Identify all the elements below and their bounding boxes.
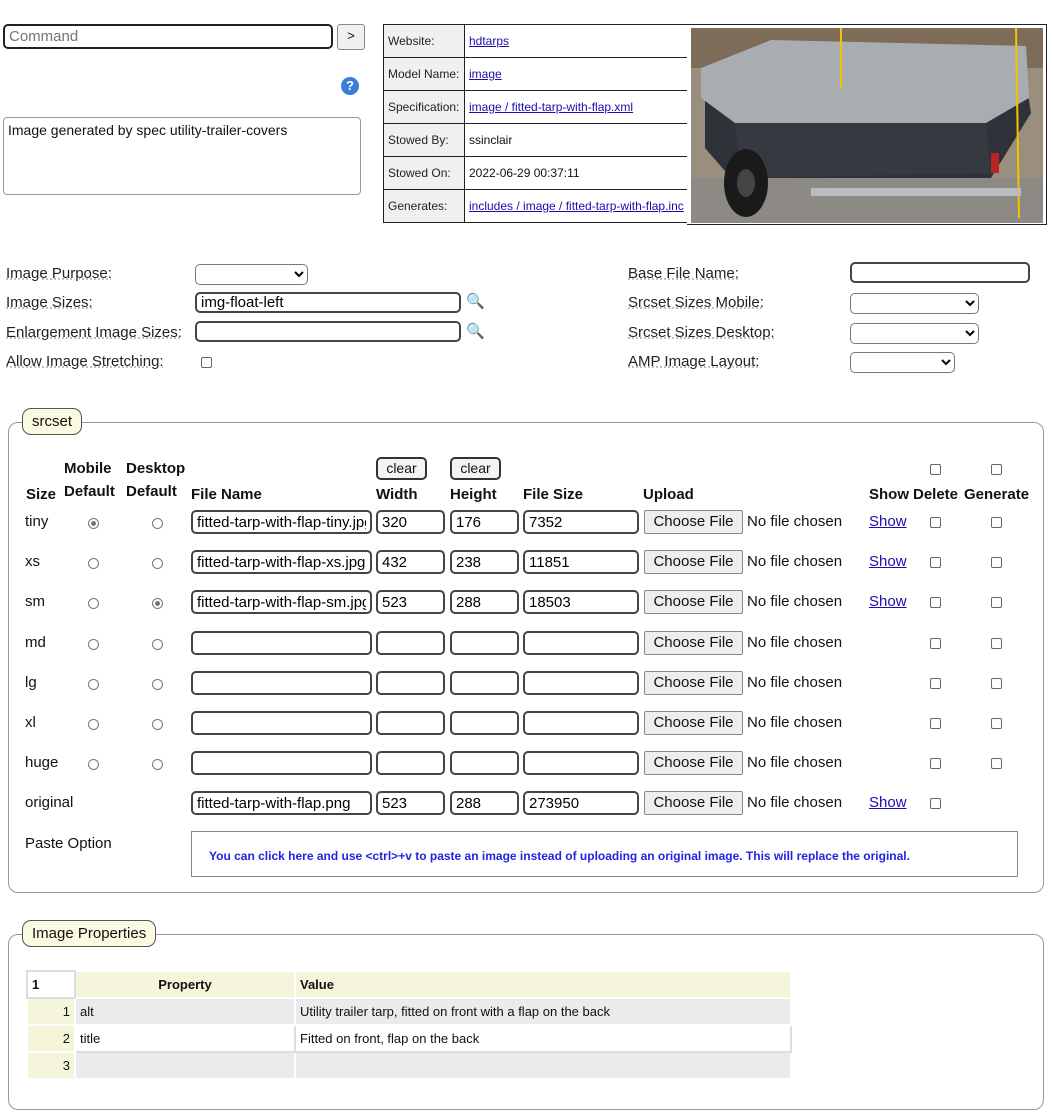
desktop-default-radio[interactable] xyxy=(152,598,163,609)
delete-checkbox[interactable] xyxy=(930,638,941,649)
row-size-label: xl xyxy=(25,714,36,731)
width-input[interactable] xyxy=(376,510,445,534)
desktop-default-radio[interactable] xyxy=(152,719,163,730)
generate-all-checkbox[interactable] xyxy=(991,464,1002,475)
file-size-input[interactable] xyxy=(523,671,639,695)
mobile-default-radio[interactable] xyxy=(88,759,99,770)
property-row xyxy=(27,1052,791,1079)
info-label: Stowed On: xyxy=(384,157,465,190)
file-size-input[interactable] xyxy=(523,590,639,614)
property-name-cell[interactable]: title xyxy=(75,1025,295,1052)
width-input[interactable] xyxy=(376,671,445,695)
row-size-label: tiny xyxy=(25,513,49,530)
file-size-input[interactable] xyxy=(523,711,639,735)
file-name-input[interactable] xyxy=(191,671,372,695)
generate-checkbox[interactable] xyxy=(991,597,1002,608)
row-size-label: md xyxy=(25,634,46,651)
delete-checkbox[interactable] xyxy=(930,557,941,568)
no-file-chosen-label: No file chosen xyxy=(747,553,843,570)
height-input[interactable] xyxy=(450,711,519,735)
clear-width-button[interactable]: clear xyxy=(376,457,427,480)
desktop-default-radio[interactable] xyxy=(152,639,163,650)
info-row xyxy=(384,91,689,124)
image-sizes-input[interactable] xyxy=(195,292,461,313)
size-header: Size xyxy=(26,486,57,503)
row-size-label: xs xyxy=(25,553,40,570)
height-input[interactable] xyxy=(450,510,519,534)
mobile-default-header: Default xyxy=(64,483,115,500)
mobile-default-radio[interactable] xyxy=(88,719,99,730)
paste-option-label: Paste Option xyxy=(25,835,112,852)
delete-checkbox[interactable] xyxy=(930,798,941,809)
properties-header-row xyxy=(27,971,791,998)
height-input[interactable] xyxy=(450,791,519,815)
choose-file-button[interactable]: Choose File xyxy=(644,751,743,775)
delete-checkbox[interactable] xyxy=(930,758,941,769)
enlargement-sizes-search-icon[interactable]: 🔍 xyxy=(466,323,485,340)
upload-header: Upload xyxy=(643,486,694,503)
property-name-cell[interactable]: alt xyxy=(75,998,295,1025)
srcset-legend: srcset xyxy=(22,408,82,435)
choose-file-button[interactable]: Choose File xyxy=(644,590,743,614)
properties-table xyxy=(26,970,792,1080)
no-file-chosen-label: No file chosen xyxy=(747,593,843,610)
info-label: Model Name: xyxy=(384,58,465,91)
choose-file-button[interactable]: Choose File xyxy=(644,510,743,534)
srcset-desktop-select[interactable] xyxy=(850,323,979,344)
generate-checkbox[interactable] xyxy=(991,638,1002,649)
info-value: ssinclair xyxy=(465,124,689,157)
generate-checkbox[interactable] xyxy=(991,758,1002,769)
desktop-default-radio[interactable] xyxy=(152,679,163,690)
file-size-input[interactable] xyxy=(523,631,639,655)
mobile-default-radio[interactable] xyxy=(88,558,99,569)
file-size-input[interactable] xyxy=(523,550,639,574)
file-name-input[interactable] xyxy=(191,751,372,775)
image-properties-legend: Image Properties xyxy=(22,920,156,947)
allow-stretching-label: Allow Image Stretching: xyxy=(6,353,164,370)
info-row xyxy=(384,124,689,157)
base-file-name-input[interactable] xyxy=(850,262,1030,283)
info-value xyxy=(465,91,689,124)
row-size-label: lg xyxy=(25,674,37,691)
file-name-input[interactable] xyxy=(191,631,372,655)
width-input[interactable] xyxy=(376,550,445,574)
width-input[interactable] xyxy=(376,711,445,735)
file-size-input[interactable] xyxy=(523,791,639,815)
delete-checkbox[interactable] xyxy=(930,678,941,689)
property-value-cell[interactable] xyxy=(295,1052,791,1079)
help-icon[interactable]: ? xyxy=(341,77,359,95)
width-input[interactable] xyxy=(376,751,445,775)
srcset-mobile-select[interactable] xyxy=(850,293,979,314)
mobile-default-radio[interactable] xyxy=(88,679,99,690)
choose-file-button[interactable]: Choose File xyxy=(644,791,743,815)
file-size-input[interactable] xyxy=(523,751,639,775)
file-size-input[interactable] xyxy=(523,510,639,534)
mobile-default-radio[interactable] xyxy=(88,598,99,609)
info-row xyxy=(384,157,689,190)
no-file-chosen-label: No file chosen xyxy=(747,794,843,811)
property-column-header: Property xyxy=(75,971,295,998)
clear-height-button[interactable]: clear xyxy=(450,457,501,480)
no-file-chosen-label: No file chosen xyxy=(747,513,843,530)
trailer-photo xyxy=(691,28,1043,223)
height-input[interactable] xyxy=(450,671,519,695)
width-input[interactable] xyxy=(376,631,445,655)
file-name-input[interactable] xyxy=(191,590,372,614)
file-name-header: File Name xyxy=(191,486,262,503)
row-number: 1 xyxy=(27,998,75,1025)
command-go-button[interactable]: > xyxy=(337,24,365,50)
delete-checkbox[interactable] xyxy=(930,517,941,528)
file-name-input[interactable] xyxy=(191,791,372,815)
info-row xyxy=(384,58,689,91)
image-purpose-label: Image Purpose: xyxy=(6,265,112,282)
delete-header: Delete xyxy=(913,486,959,503)
generate-header: Generate xyxy=(964,486,1030,503)
info-link[interactable]: includes / image / fitted-tarp-with-flap.inc xyxy=(469,199,684,213)
info-label: Generates: xyxy=(384,190,465,223)
info-table xyxy=(383,24,689,223)
height-input[interactable] xyxy=(450,550,519,574)
row-size-label: huge xyxy=(25,754,59,771)
width-input[interactable] xyxy=(376,791,445,815)
generate-checkbox[interactable] xyxy=(991,718,1002,729)
paste-area[interactable]: You can click here and use <ctrl>+v to paste an image instead of uploading an original image. This will replace the original. xyxy=(191,831,1018,877)
info-value xyxy=(465,25,689,58)
command-input[interactable] xyxy=(3,24,333,49)
desktop-default-radio[interactable] xyxy=(152,759,163,770)
amp-layout-label: AMP Image Layout: xyxy=(628,353,760,370)
info-row xyxy=(384,190,689,223)
info-value xyxy=(465,190,689,223)
choose-file-button[interactable]: Choose File xyxy=(644,711,743,735)
info-label: Website: xyxy=(384,25,465,58)
base-file-name-label: Base File Name: xyxy=(628,265,739,282)
show-link[interactable]: Show xyxy=(869,553,907,570)
file-name-input[interactable] xyxy=(191,510,372,534)
choose-file-button[interactable]: Choose File xyxy=(644,631,743,655)
info-link[interactable]: image xyxy=(469,67,502,81)
delete-checkbox[interactable] xyxy=(930,718,941,729)
no-file-chosen-label: No file chosen xyxy=(747,674,843,691)
value-column-header: Value xyxy=(295,971,791,998)
no-file-chosen-label: No file chosen xyxy=(747,634,843,651)
image-sizes-label: Image Sizes: xyxy=(6,294,93,311)
mobile-default-radio[interactable] xyxy=(88,639,99,650)
generate-checkbox[interactable] xyxy=(991,678,1002,689)
height-input[interactable] xyxy=(450,751,519,775)
desktop-default-radio[interactable] xyxy=(152,518,163,529)
width-header: Width xyxy=(376,486,418,503)
generate-checkbox[interactable] xyxy=(991,557,1002,568)
delete-checkbox[interactable] xyxy=(930,597,941,608)
row-size-label: sm xyxy=(25,593,45,610)
choose-file-button[interactable]: Choose File xyxy=(644,671,743,695)
show-link[interactable]: Show xyxy=(869,794,907,811)
choose-file-button[interactable]: Choose File xyxy=(644,550,743,574)
row-number: 2 xyxy=(27,1025,75,1052)
enlargement-sizes-label: Enlargement Image Sizes: xyxy=(6,324,182,341)
generate-checkbox[interactable] xyxy=(991,517,1002,528)
property-value-cell[interactable]: Fitted on front, flap on the back xyxy=(295,1025,791,1052)
height-input[interactable] xyxy=(450,590,519,614)
desktop-default-radio[interactable] xyxy=(152,558,163,569)
info-row xyxy=(384,25,689,58)
enlargement-sizes-input[interactable] xyxy=(195,321,461,342)
show-header: Show xyxy=(869,486,909,503)
no-file-chosen-label: No file chosen xyxy=(747,714,843,731)
image-purpose-select[interactable] xyxy=(195,264,308,285)
show-link[interactable]: Show xyxy=(869,593,907,610)
allow-stretching-checkbox[interactable] xyxy=(201,357,212,368)
amp-layout-select[interactable] xyxy=(850,352,955,373)
file-name-input[interactable] xyxy=(191,711,372,735)
property-row xyxy=(27,1025,791,1052)
height-input[interactable] xyxy=(450,631,519,655)
property-row xyxy=(27,998,791,1025)
file-size-header: File Size xyxy=(523,486,584,503)
info-link[interactable]: image / fitted-tarp-with-flap.xml xyxy=(469,100,634,114)
no-file-chosen-label: No file chosen xyxy=(747,754,843,771)
desktop-default-header: Default xyxy=(126,483,177,500)
preview-image-cell xyxy=(687,24,1047,225)
srcset-mobile-label: Srcset Sizes Mobile: xyxy=(628,294,764,311)
mobile-header: Mobile xyxy=(64,460,112,477)
property-value-cell[interactable]: Utility trailer tarp, fitted on front with a flap on the back xyxy=(295,998,791,1025)
info-value xyxy=(465,58,689,91)
info-link[interactable]: hdtarps xyxy=(469,34,510,48)
corner-cell: 1 xyxy=(27,971,75,998)
row-number: 3 xyxy=(27,1052,75,1079)
show-link[interactable]: Show xyxy=(869,513,907,530)
info-value: 2022-06-29 00:37:11 xyxy=(465,157,689,190)
info-label: Specification: xyxy=(384,91,465,124)
description-textarea[interactable] xyxy=(3,117,361,195)
desktop-header: Desktop xyxy=(126,460,186,477)
image-sizes-search-icon[interactable]: 🔍 xyxy=(466,293,485,310)
srcset-desktop-label: Srcset Sizes Desktop: xyxy=(628,324,775,341)
height-header: Height xyxy=(450,486,497,503)
mobile-default-radio[interactable] xyxy=(88,518,99,529)
row-size-label: original xyxy=(25,794,74,811)
delete-all-checkbox[interactable] xyxy=(930,464,941,475)
width-input[interactable] xyxy=(376,590,445,614)
property-name-cell[interactable] xyxy=(75,1052,295,1079)
file-name-input[interactable] xyxy=(191,550,372,574)
info-label: Stowed By: xyxy=(384,124,465,157)
